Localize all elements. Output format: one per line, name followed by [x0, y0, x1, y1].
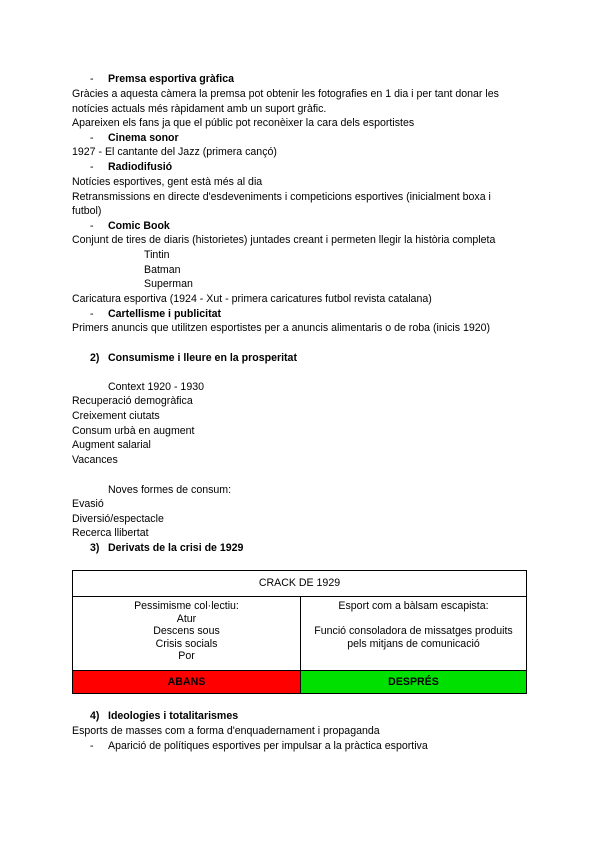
bullet-dash: -: [90, 308, 94, 320]
section-number: 4): [90, 710, 100, 722]
bullet-line: Aparició de polítiques esportives per impulsar a la pràctica esportiva: [108, 740, 428, 752]
bullet-dash: -: [90, 73, 94, 85]
forms-label: Noves formes de consum:: [108, 484, 232, 496]
cell-line: Descens sous: [153, 625, 220, 637]
cell-line: pels mitjans de comunicació: [347, 637, 480, 650]
table-header: CRACK DE 1929: [73, 571, 527, 597]
list-item: Recerca llibertat: [72, 527, 149, 539]
list-item: Augment salarial: [72, 439, 151, 451]
text-line: Caricatura esportiva (1924 - Xut - primera caricatures futbol revista catalana): [72, 293, 432, 305]
cell-line: Pessimisme col·lectiu:: [134, 600, 239, 612]
list-item: Creixement ciutats: [72, 410, 160, 422]
heading-cartell: Cartellisme i publicitat: [108, 308, 222, 320]
text-line: Retransmissions en directe d'esdeveniments i competicions esportives (inicialment boxa i: [72, 191, 491, 203]
text-line: Esports de masses com a forma d'enquadernament i propaganda: [72, 725, 380, 737]
cell-line: Esport com a bàlsam escapista:: [338, 600, 489, 612]
cell-line: Funció consoladora de missatges produits: [314, 625, 513, 637]
cell-spacer: [301, 613, 526, 626]
section-number: 3): [90, 542, 100, 554]
cell-line: Crisis socials: [155, 637, 218, 650]
section-number: 2): [90, 352, 100, 364]
list-item: Evasió: [72, 498, 104, 510]
text-line: Notícies esportives, gent està més al dia: [72, 176, 263, 188]
text-line: notícies actuals més ràpidament amb un suport gràfic.: [72, 103, 327, 115]
crack-table: [72, 570, 527, 694]
table-cell-left: [73, 597, 301, 671]
text-line: futbol): [72, 205, 102, 217]
bullet-dash: -: [90, 161, 94, 173]
heading-cinema: Cinema sonor: [108, 132, 179, 144]
table-cell-right: [301, 597, 527, 671]
bullet-dash: -: [90, 740, 94, 752]
cell-line: Por: [178, 650, 195, 662]
list-item: Consum urbà en augment: [72, 425, 195, 437]
text-line: Primers anuncis que utilitzen esportistes per a anuncis alimentaris o de roba (inicis 1920): [72, 322, 491, 334]
abans-cell: ABANS: [73, 671, 301, 694]
text-line: Conjunt de tires de diaris (historietes) juntades creant i permeten llegir la història completa: [72, 234, 496, 246]
section-title: Ideologies i totalitarismes: [108, 710, 239, 722]
despres-cell: DESPRÉS: [301, 671, 527, 694]
list-item: Vacances: [72, 454, 118, 466]
section-title: Consumisme i lleure en la prosperitat: [108, 352, 297, 364]
cell-line: Atur: [176, 612, 197, 625]
text-line: 1927 - El cantante del Jazz (primera cançó): [72, 146, 277, 158]
example-item: Superman: [144, 278, 193, 290]
heading-radio: Radiodifusió: [108, 161, 173, 173]
example-item: Batman: [144, 264, 181, 276]
list-item: Recuperació demogràfica: [72, 395, 193, 407]
text-line: Apareixen els fans ja que el públic pot reconèixer la cara dels esportistes: [72, 117, 415, 129]
context-label: Context 1920 - 1930: [108, 381, 205, 393]
heading-premsa: Premsa esportiva gràfica: [108, 73, 235, 85]
section-title: Derivats de la crisi de 1929: [108, 542, 244, 554]
example-item: Tintin: [144, 249, 170, 261]
bullet-dash: -: [90, 220, 94, 232]
list-item: Diversió/espectacle: [72, 513, 164, 525]
bullet-dash: -: [90, 132, 94, 144]
text-line: Gràcies a aquesta càmera la premsa pot obtenir les fotografies en 1 dia i per tant donar les: [72, 88, 499, 100]
heading-comic: Comic Book: [108, 220, 170, 232]
